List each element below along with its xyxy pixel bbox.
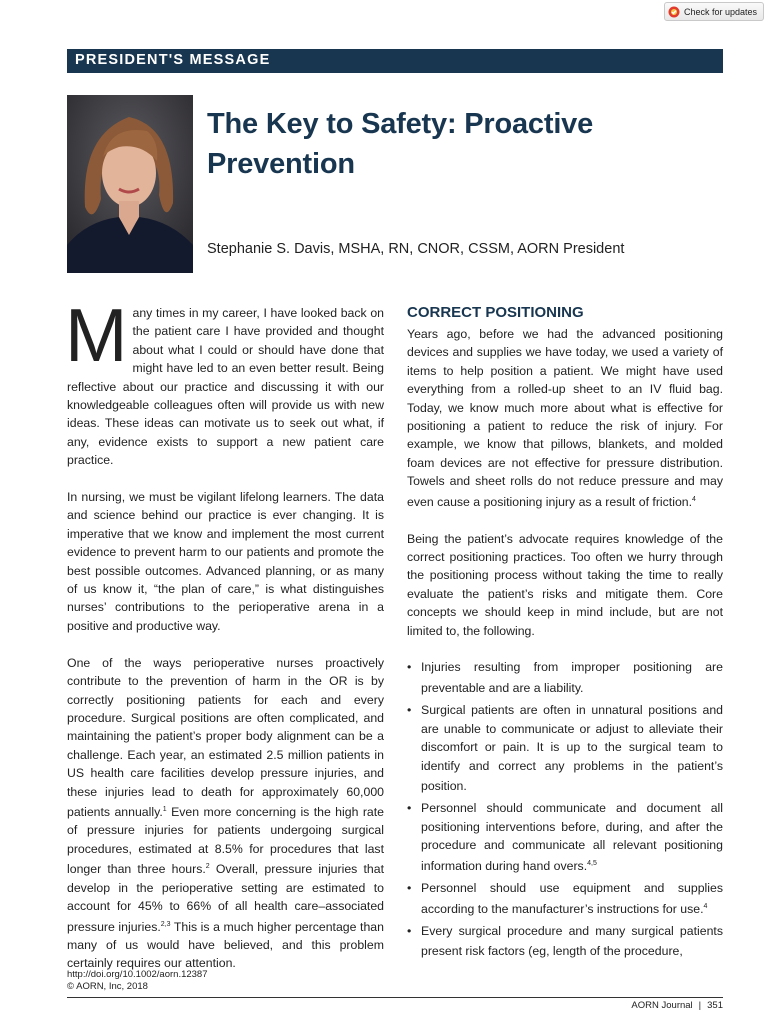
check-for-updates-label: Check for updates bbox=[683, 6, 757, 17]
page-number: 351 bbox=[707, 1000, 723, 1011]
footer-journal-info bbox=[631, 1000, 723, 1011]
article-title-line2: Prevention bbox=[207, 148, 355, 180]
list-item: • Surgical patients are often in unnatural positions and are unable to communicate or adjust to alleviate their discomfort or pain. It is up to the surgical team to identify and correct any problems in the patient’s position. bbox=[407, 701, 723, 795]
section-header-bar bbox=[67, 49, 723, 73]
right-column bbox=[407, 303, 723, 965]
author-photo bbox=[67, 95, 193, 273]
journal-name: AORN Journal bbox=[631, 1000, 693, 1011]
paragraph-positioning-harm: One of the ways perioperative nurses proactively contribute to the prevention of harm in the OR is by correctly positioning patients for each and every procedure. Surgical positions are often complicated, and maintaining the patient’s proper body alignment can be a challenge. Each year, an estimated 2.5 million patients in US health care facilities develop pressure injuries, and these injuries lead to death for approximately 60,000 patients annually.$^1$ Even more concerning is the high rate of pressure injuries for patients undergoing surgical procedures, estimated at 8.5% for procedures that last longer than three hours.$^2$ Overall, pressure injuries that develop in the perioperative setting are estimated to account for 45% to 66% of all health care–associated pressure injuries.$^{2,3}$ This is a much higher percentage than many of us would have believed, and this problem certainly requires our attention. bbox=[67, 655, 385, 971]
paragraph-positioning-history: Years ago, before we had the advanced positioning devices and supplies we have today, we used a variety of items to help position a patient. We might have used everything from a rolled-up sheet to an IV fluid bag. Today, we know much more about what is effective for positioning a patient to reduce the risk of injury. For example, we know that pillows, blankets, and molded foam devices are not effective for pressure distribution. Towels and sheet rolls do not reduce pressure and may even cause a positioning injury as a result of friction.$^4$ bbox=[407, 327, 723, 509]
article-title-line1: The Key to Safety: Proactive bbox=[207, 108, 594, 140]
core-concepts-list bbox=[407, 658, 723, 961]
footer-separator: | bbox=[698, 1000, 702, 1011]
list-item: • Every surgical procedure and many surgical patients present risk factors (eg, length of the procedure, bbox=[407, 922, 723, 961]
paragraph-patient-advocate: Being the patient’s advocate requires knowledge of the correct positioning practices. Too often we hurry through the positioning process without taking the time to really evaluate the patient’s risks and mitigate them. Core concepts we should keep in mind include, but are not limited to, the following. bbox=[407, 531, 723, 638]
list-item: • Injuries resulting from improper positioning are preventable and are a liability. bbox=[407, 658, 723, 697]
check-for-updates-button[interactable] bbox=[664, 2, 764, 21]
reference-marker[interactable]: 1 bbox=[162, 805, 167, 813]
paragraph-intro bbox=[65, 293, 384, 470]
section-heading-correct-positioning: CORRECT POSITIONING bbox=[407, 304, 584, 321]
reference-marker[interactable]: 4,5 bbox=[587, 859, 597, 867]
article-title bbox=[207, 104, 707, 184]
list-item: • Personnel should communicate and document all positioning interventions before, during, and after the procedure and communicate all relevant positioning information during hand overs.$^{4,5}$ bbox=[407, 799, 723, 875]
paragraph-intro-text: any times in my career, I have looked back on the patient care I have provided and thought about what I could or should have done that might have led to an even better result. Being reflective about our practice and discussing it with our knowledgeable colleagues often will provide us with new ideas. These ideas can motivate us to seek out what, if any, evidence exists to support a new patient care practice. bbox=[67, 306, 384, 468]
reference-marker[interactable]: 2 bbox=[205, 863, 210, 871]
paragraph-lifelong-learners: In nursing, we must be vigilant lifelong learners. The data and science behind our practice is ever changing. It is imperative that we know and implement the most current evidence to prevent harm to our patients and promote the best possible outcomes. Advanced planning, or as many of us know it, “the plan of care,” is what distinguishes nurses’ contributions to the perioperative arena in a positive and productive way. bbox=[67, 490, 384, 633]
drop-cap: M bbox=[65, 293, 128, 377]
footer-divider bbox=[67, 997, 723, 998]
author-byline: Stephanie S. Davis, MSHA, RN, CNOR, CSSM, AORN President bbox=[207, 241, 625, 257]
crossmark-icon bbox=[668, 6, 680, 18]
list-item: • Personnel should use equipment and supplies according to the manufacturer’s instructions for use.$^4$ bbox=[407, 879, 723, 918]
reference-marker[interactable]: 2,3 bbox=[160, 920, 171, 928]
reference-marker[interactable]: 4 bbox=[703, 902, 708, 910]
doi-link[interactable]: http://doi.org/10.1002/aorn.12387 bbox=[67, 969, 208, 980]
doi-block bbox=[67, 969, 208, 993]
section-label: PRESIDENT'S MESSAGE bbox=[75, 52, 271, 68]
left-column bbox=[65, 293, 385, 991]
reference-marker[interactable]: 4 bbox=[692, 495, 696, 503]
copyright-text: © AORN, Inc, 2018 bbox=[67, 981, 148, 992]
